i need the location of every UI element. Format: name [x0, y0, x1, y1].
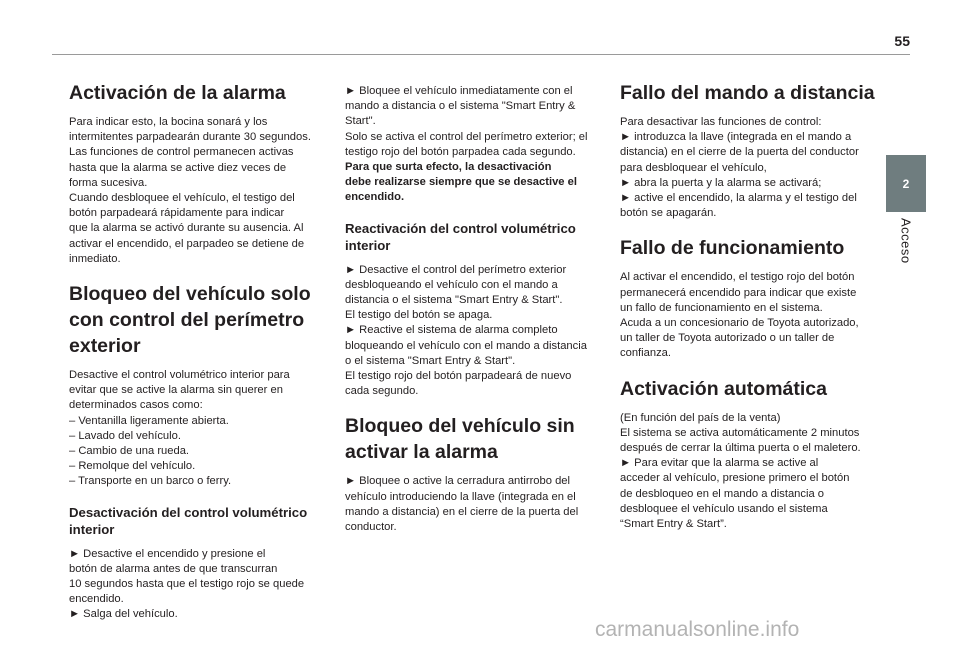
- heading-line: Reactivación del control volumétrico: [345, 220, 576, 236]
- heading-line: Fallo de funcionamiento: [620, 237, 845, 260]
- heading-line: Bloqueo del vehículo solo: [69, 283, 311, 306]
- section-heading: [620, 376, 878, 402]
- text-line: confianza.: [620, 347, 671, 360]
- emphasis-line: Para que surta efecto, la desactivación: [345, 161, 552, 174]
- text-line: (En función del país de la venta): [620, 411, 781, 424]
- section-heading: [620, 80, 878, 106]
- paragraph: [345, 84, 603, 206]
- section-heading: [345, 413, 603, 465]
- text-line: bloqueando el vehículo con el mando a distancia: [345, 339, 587, 352]
- section-heading: [69, 504, 327, 538]
- text-line: encendido.: [69, 593, 124, 606]
- text-line: ► active el encendido, la alarma y el testigo del: [620, 192, 857, 205]
- paragraph: [345, 263, 603, 400]
- text-line: mando a distancia o el sistema "Smart Entry &: [345, 100, 576, 113]
- text-line: ► Salga del vehículo.: [69, 608, 178, 621]
- text-line: desbloqueando el vehículo con el mando a: [345, 278, 558, 291]
- text-line: ► Para evitar que la alarma se active al: [620, 457, 819, 470]
- text-line: Start".: [345, 115, 376, 128]
- text-line: – Cambio de una rueda.: [69, 445, 190, 458]
- text-line: – Remolque del vehículo.: [69, 460, 196, 473]
- section-heading: [69, 281, 327, 359]
- section-label-text: Acceso: [898, 218, 914, 264]
- paragraph: [69, 115, 327, 267]
- text-line: conductor.: [345, 521, 397, 534]
- emphasis-line: encendido.: [345, 191, 405, 204]
- column-2: [345, 84, 603, 549]
- watermark: carmanualsonline.info: [595, 618, 800, 641]
- heading-line: interior: [69, 521, 115, 537]
- text-line: Al activar el encendido, el testigo rojo del botón: [620, 271, 855, 284]
- section-heading: [620, 235, 878, 261]
- text-line: Para indicar esto, la bocina sonará y los: [69, 116, 268, 128]
- paragraph: [69, 368, 327, 490]
- text-line: de desbloqueo en el mando a distancia o: [620, 487, 825, 500]
- top-rule: [52, 54, 910, 55]
- heading-line: activar la alarma: [345, 441, 498, 464]
- text-line: que la alarma se activó durante su ausencia. Al: [69, 222, 304, 235]
- text-line: para desbloquear el vehículo,: [620, 161, 767, 174]
- text-line: activar el encendido, el parpadeo se detiene de: [69, 237, 305, 250]
- heading-line: Fallo del mando a distancia: [620, 82, 875, 104]
- text-line: El testigo del botón se apaga.: [345, 309, 493, 322]
- text-line: evitar que se active la alarma sin querer en: [69, 384, 283, 397]
- text-line: acceder al vehículo, presione primero el botón: [620, 472, 850, 485]
- text-line: hasta que la alarma se active diez veces de: [69, 161, 287, 174]
- text-line: El sistema se activa automáticamente 2 minutos: [620, 426, 860, 439]
- text-line: Para desactivar las funciones de control:: [620, 116, 822, 128]
- text-line: “Smart Entry & Start”.: [620, 518, 727, 531]
- heading-line: Desactivación del control volumétrico: [69, 504, 308, 520]
- heading-line: interior: [345, 237, 391, 253]
- text-line: ► Bloquee el vehículo inmediatamente con el: [345, 85, 573, 97]
- text-line: Las funciones de control permanecen activas: [69, 146, 294, 159]
- text-line: distancia o el sistema "Smart Entry & Start".: [345, 294, 563, 307]
- page-number: 55: [894, 33, 910, 49]
- text-line: un fallo de funcionamiento en el sistema.: [620, 301, 823, 314]
- heading-line: Activación de la alarma: [69, 82, 286, 104]
- text-line: ► abra la puerta y la alarma se activará;: [620, 176, 822, 189]
- text-line: testigo rojo del botón parpadea cada segundo.: [345, 145, 576, 158]
- paragraph: [620, 115, 878, 221]
- text-line: o el sistema "Smart Entry & Start".: [345, 354, 516, 367]
- text-line: ► Desactive el encendido y presione el: [69, 547, 266, 560]
- text-line: determinados casos como:: [69, 399, 203, 412]
- text-line: cada segundo.: [345, 385, 419, 398]
- heading-line: Activación automática: [620, 377, 827, 400]
- paragraph: [620, 270, 878, 361]
- text-line: 10 segundos hasta que el testigo rojo se quede: [69, 578, 305, 591]
- text-line: Desactive el control volumétrico interior para: [69, 369, 290, 382]
- text-line: ► introduzca la llave (integrada en el mando a: [620, 131, 852, 144]
- text-line: El testigo rojo del botón parpadeará de nuevo: [345, 370, 572, 383]
- text-line: – Transporte en un barco o ferry.: [69, 475, 232, 488]
- text-line: después de cerrar la última puerta o el maletero.: [620, 442, 861, 455]
- text-line: ► Reactive el sistema de alarma completo: [345, 324, 558, 337]
- text-line: Cuando desbloquee el vehículo, el testigo del: [69, 192, 295, 205]
- section-tab-number: 2: [902, 176, 910, 191]
- text-line: – Ventanilla ligeramente abierta.: [69, 414, 229, 427]
- paragraph: [345, 474, 603, 535]
- text-line: Acuda a un concesionario de Toyota autorizado,: [620, 317, 859, 330]
- text-line: Solo se activa el control del perímetro exterior; el: [345, 130, 588, 143]
- column-3: [620, 80, 878, 546]
- text-line: forma sucesiva.: [69, 176, 148, 189]
- text-line: desbloquee el vehículo usando el sistema: [620, 502, 828, 515]
- text-line: un taller de Toyota autorizado o un taller de: [620, 332, 835, 345]
- section-tab[interactable]: [886, 155, 926, 212]
- section-heading: [69, 80, 327, 106]
- text-line: botón se apagarán.: [620, 207, 717, 220]
- text-line: ► Desactive el control del perímetro exterior: [345, 263, 567, 276]
- heading-line: Bloqueo del vehículo sin: [345, 415, 575, 438]
- text-line: ► Bloquee o active la cerradura antirrobo del: [345, 475, 571, 488]
- emphasis-line: debe realizarse siempre que se desactive el: [345, 176, 577, 189]
- text-line: mando a distancia) en el cierre de la puerta del: [345, 505, 579, 518]
- heading-line: exterior: [69, 335, 141, 358]
- paragraph: [69, 547, 327, 623]
- text-line: distancia) en el cierre de la puerta del conductor: [620, 146, 859, 159]
- text-line: inmediato.: [69, 252, 121, 265]
- text-line: botón parpadeará rápidamente para indicar: [69, 207, 285, 220]
- paragraph: [620, 411, 878, 533]
- text-line: botón de alarma antes de que transcurran: [69, 562, 278, 575]
- text-line: permanecerá encendido para indicar que existe: [620, 286, 857, 299]
- text-line: – Lavado del vehículo.: [69, 429, 181, 442]
- text-line: vehículo introduciendo la llave (integrada en el: [345, 490, 576, 503]
- section-label: [886, 218, 926, 278]
- heading-line: con control del perímetro: [69, 309, 305, 332]
- section-heading: [345, 220, 603, 254]
- text-line: intermitentes parpadearán durante 30 segundos.: [69, 131, 311, 144]
- column-1: [69, 80, 327, 637]
